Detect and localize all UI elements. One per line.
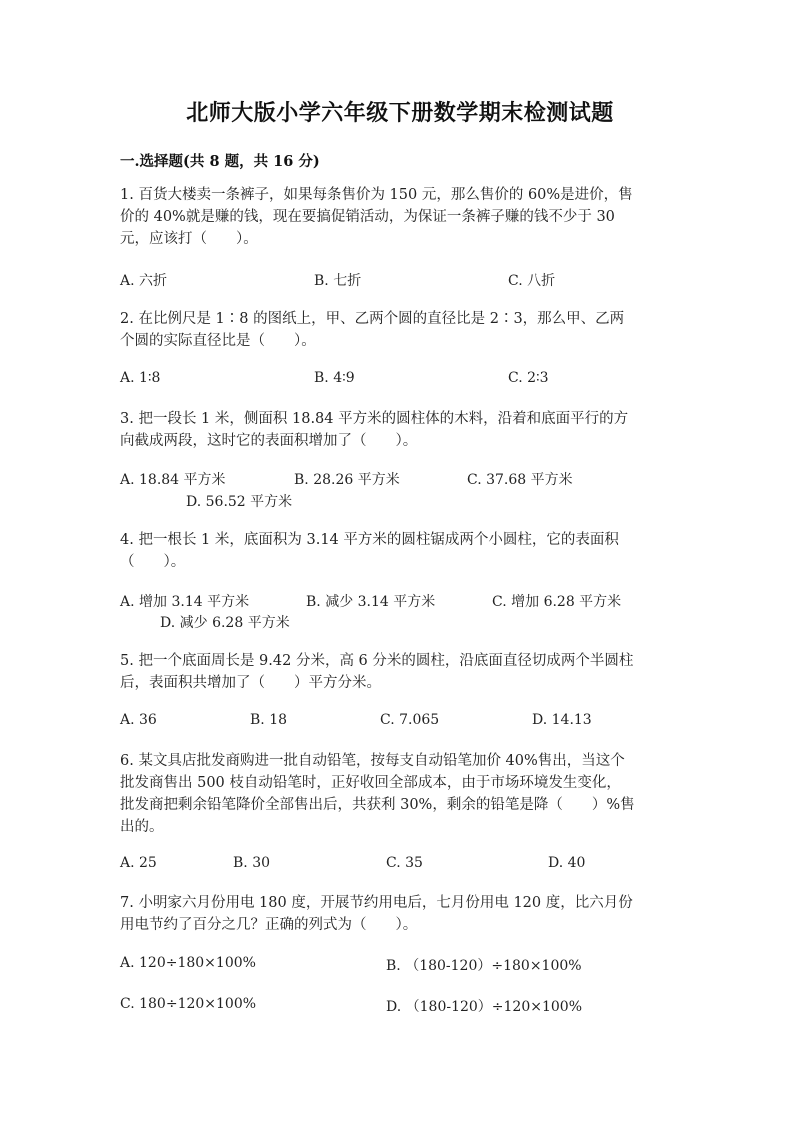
question-3-option-d[interactable]: D. 56.52 平方米 [186, 494, 293, 510]
question-1-line-2: 价的 40%就是赚的钱，现在要搞促销活动，为保证一条裤子赚的钱不少于 30 [120, 209, 615, 225]
question-5-line-2: 后，表面积共增加了（ ）平方分米。 [120, 675, 381, 691]
question-6-text [120, 750, 676, 838]
question-4-option-d[interactable]: D. 减少 6.28 平方米 [160, 615, 290, 631]
question-3-option-b[interactable]: B. 28.26 平方米 [294, 472, 400, 488]
question-6-line-4: 出的。 [120, 819, 164, 835]
question-3-text [120, 408, 676, 452]
question-5-line-1: 5. 把一个底面周长是 9.42 分米，高 6 分米的圆柱，沿底面直径切成两个半圆柱 [120, 653, 634, 669]
question-4-option-c[interactable]: C. 增加 6.28 平方米 [492, 594, 622, 610]
question-1-option-c[interactable]: C. 八折 [508, 273, 556, 289]
question-7-line-1: 7. 小明家六月份用电 180 度，开展节约用电后，七月份用电 120 度，比六月份 [120, 895, 633, 911]
question-6-line-3: 批发商把剩余铅笔降价全部售出后，共获利 30%，剩余的铅笔是降（ ）%售 [120, 797, 635, 813]
question-4-option-b[interactable]: B. 减少 3.14 平方米 [306, 594, 436, 610]
question-6-option-b[interactable]: B. 30 [233, 855, 271, 871]
question-6-option-d[interactable]: D. 40 [548, 855, 586, 871]
question-2-line-1: 2. 在比例尺是 1∶8 的图纸上，甲、乙两个圆的直径比是 2∶3，那么甲、乙两 [120, 311, 625, 327]
question-5-option-d[interactable]: D. 14.13 [532, 712, 592, 728]
question-4-option-a[interactable]: A. 增加 3.14 平方米 [120, 594, 250, 610]
section-heading: 一.选择题(共 8 题，共 16 分) [120, 153, 320, 170]
question-1-option-b[interactable]: B. 七折 [314, 273, 362, 289]
question-6-line-1: 6. 某文具店批发商购进一批自动铅笔，按每支自动铅笔加价 40%售出，当这个 [120, 753, 625, 769]
question-3-option-c[interactable]: C. 37.68 平方米 [467, 472, 573, 488]
question-6-line-2: 批发商售出 500 枝自动铅笔时，正好收回全部成本，由于市场环境发生变化， [120, 775, 621, 791]
question-7-line-2: 用电节约了百分之几？正确的列式为（ ）。 [120, 917, 418, 933]
question-2-option-c[interactable]: C. 2∶3 [508, 370, 549, 386]
page-title: 北师大版小学六年级下册数学期末检测试题 [186, 100, 614, 126]
question-5-option-b[interactable]: B. 18 [250, 712, 288, 728]
question-4-line-2: （ ）。 [120, 554, 186, 570]
question-1-line-3: 元，应该打（ ）。 [120, 231, 258, 247]
question-7-option-a[interactable]: A. 120÷180×100% [120, 955, 256, 971]
question-7-option-c[interactable]: C. 180÷120×100% [120, 996, 257, 1012]
question-2-option-a[interactable]: A. 1∶8 [120, 370, 161, 386]
question-6-option-c[interactable]: C. 35 [386, 855, 423, 871]
question-2-option-b[interactable]: B. 4∶9 [314, 370, 355, 386]
question-7-option-b[interactable]: B. （180-120）÷180×100% [386, 958, 582, 974]
question-2-text [120, 308, 676, 352]
question-1-text [120, 184, 676, 250]
question-4-text [120, 529, 676, 573]
question-3-option-a[interactable]: A. 18.84 平方米 [120, 472, 226, 488]
question-5-option-c[interactable]: C. 7.065 [380, 712, 440, 728]
question-3-line-2: 向截成两段，这时它的表面积增加了（ ）。 [120, 433, 418, 449]
question-5-option-a[interactable]: A. 36 [120, 712, 157, 728]
question-3-line-1: 3. 把一段长 1 米，侧面积 18.84 平方米的圆柱体的木料，沿着和底面平行的方 [120, 411, 629, 427]
question-1-option-a[interactable]: A. 六折 [120, 273, 168, 289]
question-1-line-1: 1. 百货大楼卖一条裤子，如果每条售价为 150 元，那么售价的 60%是进价，售 [120, 187, 633, 203]
question-7-text [120, 892, 676, 936]
question-6-option-a[interactable]: A. 25 [120, 855, 157, 871]
question-7-option-d[interactable]: D. （180-120）÷120×100% [386, 999, 583, 1015]
question-2-line-2: 个圆的实际直径比是（ ）。 [120, 333, 316, 349]
question-5-text [120, 650, 676, 694]
question-4-line-1: 4. 把一根长 1 米，底面积为 3.14 平方米的圆柱锯成两个小圆柱，它的表面积 [120, 532, 619, 548]
